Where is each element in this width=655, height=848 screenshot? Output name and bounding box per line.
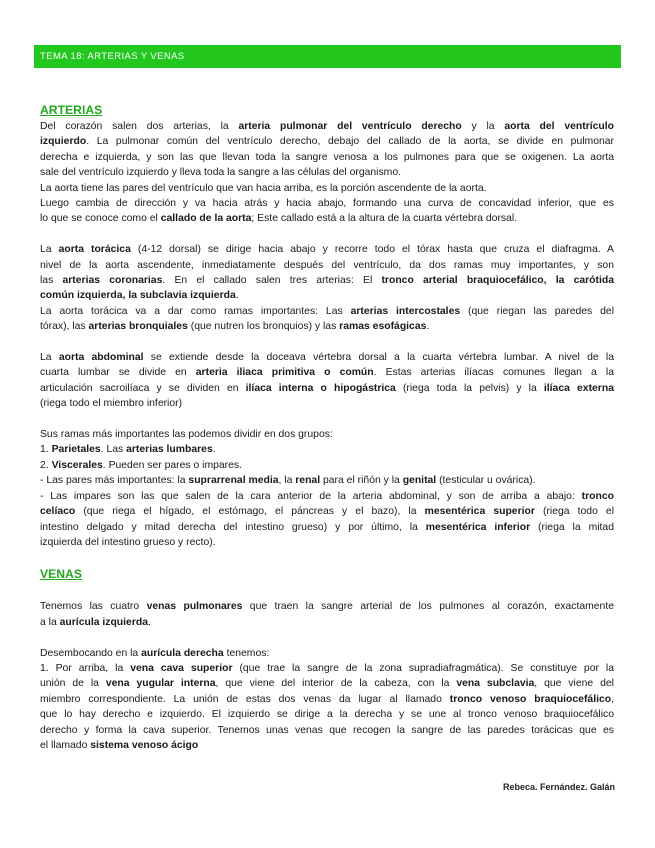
text-line xyxy=(40,520,614,535)
text-run: derecha e izquierda, y son las que llevan toda la sangre venosa a los pulmones para que se oxigenen. La aorta xyxy=(40,151,614,163)
text-line xyxy=(40,134,614,149)
text-run: Tenemos las cuatro xyxy=(40,601,147,613)
text-run: La aorta tiene las pares del ventrículo que van hacia arriba, es la porción ascendente de la aorta. xyxy=(40,182,487,194)
text-line xyxy=(40,381,614,396)
bold-term: arteria pulmonar del ventrículo derecho xyxy=(238,121,462,132)
text-line xyxy=(40,615,614,630)
text-run: . En el callado salen tres arterias: El xyxy=(162,275,382,287)
text-run: miembro correspondiente. La unión de estas dos venas da lugar al llamado xyxy=(40,693,450,705)
text-line xyxy=(40,242,614,257)
text-run: . La pulmonar común del ventrículo derecho, debajo del callado de la aorta, se divide en pulmonar xyxy=(86,136,614,148)
bold-term: arterias lumbares xyxy=(126,444,213,456)
bold-term: mesentérica superior xyxy=(424,506,535,518)
bold-term: suprarrenal media xyxy=(188,475,279,487)
text-line xyxy=(40,181,614,196)
text-line xyxy=(40,150,614,165)
text-run: tórax), las xyxy=(40,321,89,333)
text-line xyxy=(40,535,614,550)
text-line xyxy=(40,646,614,661)
text-run: , que viene del xyxy=(534,678,614,690)
bold-term: tronco venoso braquiocefálico xyxy=(449,693,612,705)
bold-term: aurícula izquierda xyxy=(59,616,148,628)
text-run: . Estas arterias ilíacas comunes llegan a la xyxy=(373,367,614,379)
bold-term: celíaco xyxy=(40,506,76,518)
text-line xyxy=(40,676,614,691)
bold-term: común izquierda, la subclavia izquierda xyxy=(40,290,236,302)
bold-term: venas pulmonares xyxy=(146,601,243,613)
bold-term: arterias coronarias xyxy=(62,275,163,287)
bold-term: ilíaca interna o hipogástrica xyxy=(245,382,396,394)
text-line xyxy=(40,489,614,504)
text-run: . xyxy=(235,290,239,302)
text-line xyxy=(40,396,614,411)
text-run: (riega la mitad xyxy=(530,521,614,533)
text-run: derecho y forma la cava superior. Tenemos unas venas que recogen la sangre de las paredes torácicas que es xyxy=(40,724,614,736)
text-line xyxy=(40,258,614,273)
text-run: las xyxy=(40,275,63,287)
text-line xyxy=(40,707,614,722)
section-body-arterias xyxy=(40,119,614,550)
bold-term: ilíaca externa xyxy=(543,382,614,394)
text-run: (que riega el hígado, el estómago, el páncreas y el bazo), la xyxy=(75,506,425,518)
text-run: Desembocando en la xyxy=(40,647,142,659)
text-run: articulación sacroilíaca y se dividen en xyxy=(40,382,246,394)
text-line xyxy=(40,119,614,134)
bold-term: renal xyxy=(295,475,321,487)
text-run: a la xyxy=(40,616,60,628)
paragraph-spacer xyxy=(40,630,614,645)
text-line xyxy=(40,427,614,442)
text-run: La xyxy=(40,352,59,364)
text-line xyxy=(40,350,614,365)
text-run: que traen la sangre arterial de los pulmones al corazón, exactamente xyxy=(242,601,614,613)
text-run: 2. xyxy=(40,459,52,471)
text-run: La aorta torácica va a dar como ramas importantes: Las xyxy=(40,305,351,317)
text-line xyxy=(40,304,614,319)
text-run: . Las xyxy=(100,444,127,456)
bold-term: izquierdo xyxy=(40,136,87,148)
text-line xyxy=(40,365,614,380)
bold-term: tronco arterial braquiocefálico, la carótida xyxy=(381,275,614,287)
text-run: Luego cambia de dirección y va hacia atrás y hacia abajo, formando una curva de concavidad inferior, que es xyxy=(40,198,614,210)
text-run: (riega todo el miembro inferior) xyxy=(40,398,183,410)
text-run: lo que se conoce como el xyxy=(40,213,161,225)
text-run: Sus ramas más importantes las podemos dividir en dos grupos: xyxy=(40,429,333,441)
section-body-venas xyxy=(40,599,614,753)
section-title-arterias: ARTERIAS xyxy=(40,103,103,117)
text-line xyxy=(40,211,614,226)
topic-header-bar: TEMA 18: ARTERIAS Y VENAS xyxy=(34,45,621,68)
text-line xyxy=(40,692,614,707)
text-run: , que viene del interior de la cabeza, con la xyxy=(215,678,457,690)
document-body xyxy=(40,102,614,753)
paragraph-spacer xyxy=(40,227,614,242)
text-run: nivel de la aorta ascendente, inmediatamente después del ventrículo, da dos ramas muy importantes, y son xyxy=(40,259,614,271)
bold-term: Viscerales xyxy=(51,459,103,471)
bold-term: arteria iliaca primitiva o común xyxy=(195,367,374,379)
text-run: La xyxy=(40,244,59,256)
bold-term: vena cava superior xyxy=(130,662,233,674)
section-title-venas: VENAS xyxy=(40,567,82,582)
text-run: (4-12 dorsal) se dirige hacia abajo y recorre todo el tórax hasta que cruza el diafragma. A xyxy=(130,244,614,256)
text-run: se extiende desde la doceava vértebra dorsal a la cuarta vértebra lumbar. A nivel de la xyxy=(143,352,614,364)
text-line xyxy=(40,273,614,288)
bold-term: aorta del ventrículo xyxy=(504,121,615,132)
text-run: tenemos: xyxy=(223,647,270,659)
text-run: (que nutren los bronquios) y las xyxy=(187,321,340,333)
bold-term: sistema venoso ácigo xyxy=(90,739,199,751)
text-line xyxy=(40,738,614,753)
bold-term: vena subclavia xyxy=(456,678,535,690)
text-run: ; Este callado está a la altura de la cuarta vértebra dorsal. xyxy=(251,213,518,225)
text-run: el llamado xyxy=(40,739,91,751)
text-line xyxy=(40,504,614,519)
bold-term: arterias bronquiales xyxy=(88,321,188,333)
text-run: Del corazón salen dos arterias, la xyxy=(40,121,239,132)
text-run: unión de la xyxy=(40,678,106,690)
text-run: . xyxy=(426,321,430,333)
author-signature: Rebeca. Fernández. Galán xyxy=(502,782,615,792)
text-line xyxy=(40,599,614,614)
text-run: 1. Por arriba, la xyxy=(40,662,131,674)
bold-term: aorta torácica xyxy=(58,244,131,256)
bold-term: vena yugular interna xyxy=(105,678,216,690)
text-run: , la xyxy=(278,475,296,487)
text-run: . xyxy=(212,444,216,456)
bold-term: ramas esofágicas xyxy=(339,321,427,333)
text-run: intestino delgado y mitad derecha del intestino grueso) y por último, la xyxy=(40,521,426,533)
text-line xyxy=(40,473,614,488)
text-run: para el riñón y la xyxy=(320,475,403,487)
text-line xyxy=(40,723,614,738)
text-run: izquierda del intestino grueso y recto). xyxy=(40,536,216,548)
text-run: que lo hay derecho e izquierdo. El izquierdo se dirige a la derecha y se une al tronco venoso braquiocefálico xyxy=(40,709,614,721)
text-run: (riega toda la pelvis) y la xyxy=(395,382,544,394)
bold-term: callado de la aorta xyxy=(160,213,252,225)
text-run: (riega todo el xyxy=(534,506,615,518)
text-run: - Las pares más importantes: la xyxy=(40,475,189,487)
text-run: - Las impares son las que salen de la cara anterior de la arteria abdominal, y son de arriba a abajo: xyxy=(40,490,582,502)
text-run: sale del ventrículo izquierdo y lleva toda la sangre a las células del organismo. xyxy=(40,167,401,179)
text-line xyxy=(40,196,614,211)
text-line xyxy=(40,319,614,334)
bold-term: genital xyxy=(402,475,437,487)
bold-term: Parietales xyxy=(51,444,101,456)
text-run: (que trae la sangre de la zona supradiafragmática). Se constituye por la xyxy=(232,662,614,674)
bold-term: mesentérica inferior xyxy=(425,521,531,533)
text-run: 1. xyxy=(40,444,52,456)
text-run: y la xyxy=(461,121,505,132)
text-run: , xyxy=(611,693,614,705)
bold-term: aorta abdominal xyxy=(58,352,144,364)
bold-term: aurícula derecha xyxy=(141,647,224,659)
paragraph-spacer xyxy=(40,335,614,350)
text-run: (testicular u ovárica). xyxy=(436,475,536,487)
text-run: (que riegan las paredes del xyxy=(460,305,615,317)
text-line xyxy=(40,458,614,473)
text-run: . Pueden ser pares o impares. xyxy=(102,459,242,471)
paragraph-spacer xyxy=(40,412,614,427)
text-line xyxy=(40,165,614,180)
text-run: . xyxy=(148,616,151,628)
text-line xyxy=(40,288,614,303)
text-line xyxy=(40,661,614,676)
text-line xyxy=(40,442,614,457)
bold-term: arterias intercostales xyxy=(350,305,461,317)
bold-term: tronco xyxy=(581,490,614,502)
text-run: cuarta lumbar se divide en xyxy=(40,367,196,379)
